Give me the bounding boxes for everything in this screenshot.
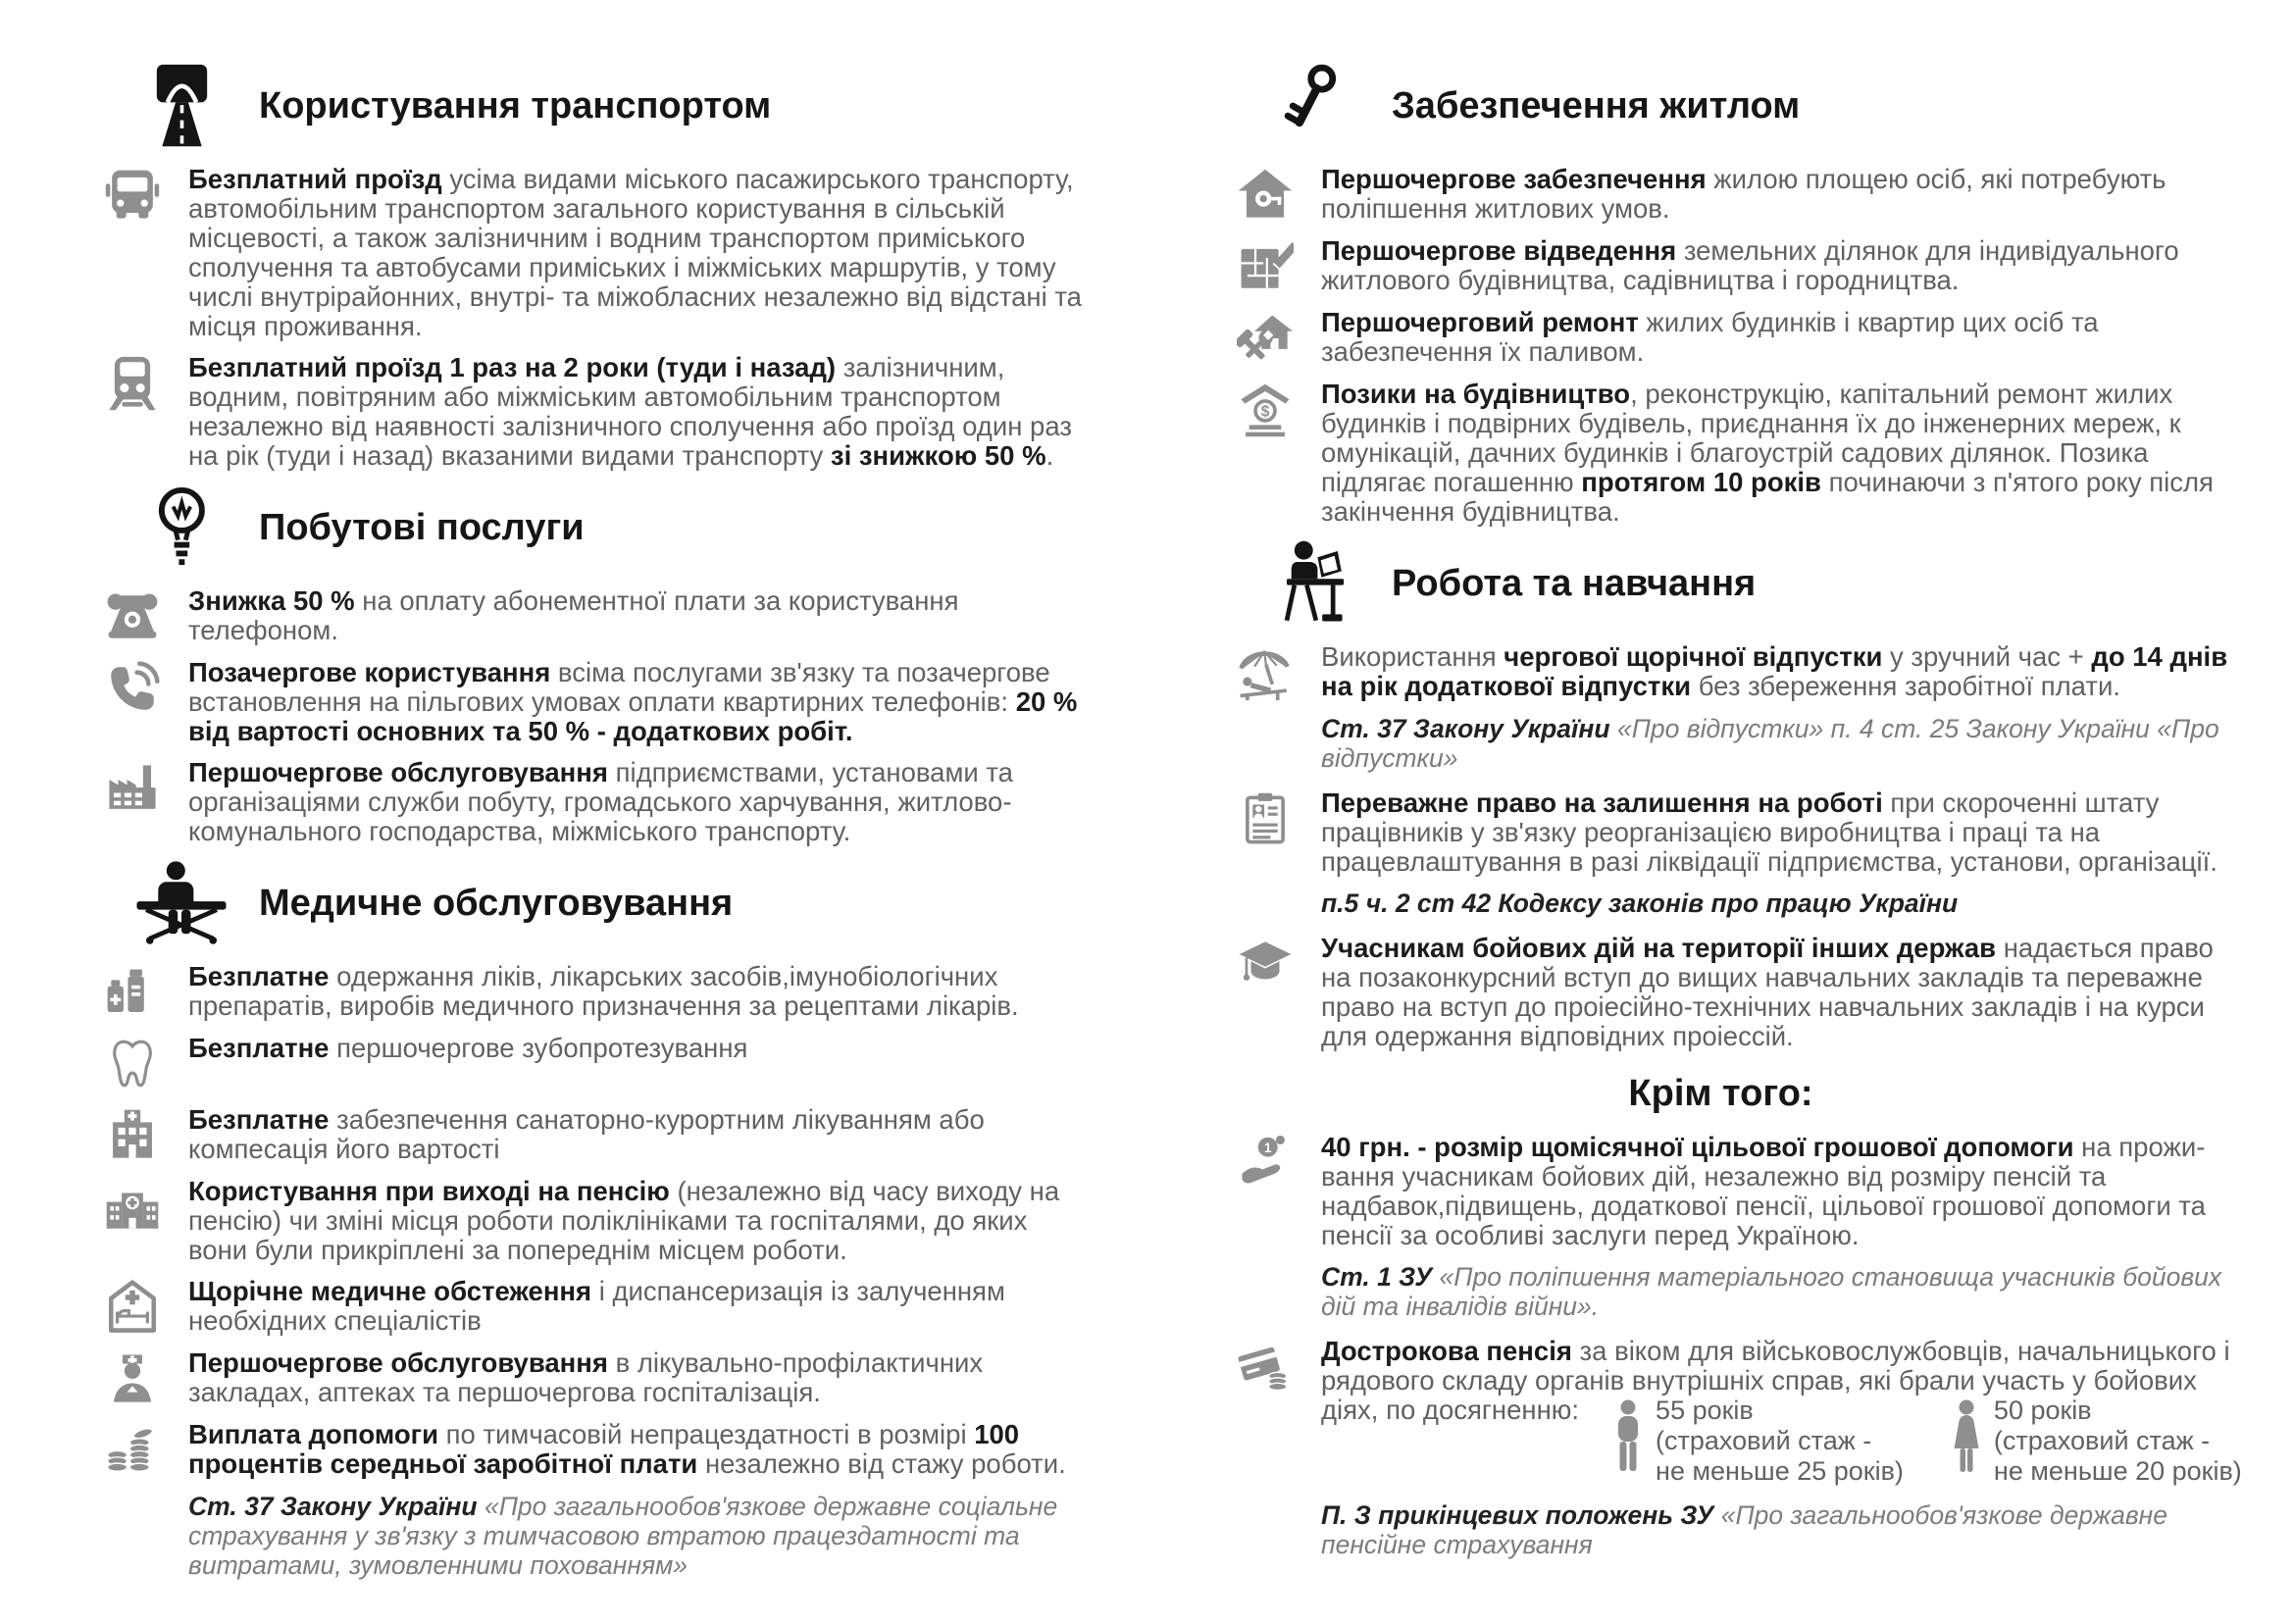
age-label-line: не меньше 25 років) (1656, 1456, 1904, 1486)
text-emphasis: Знижка 50 % (188, 585, 355, 616)
text-run: на прожи-вання учасникам бойових дій, незалежно від розміру пенсій та надбавок,підвищень, додаткової пенсії, цільової грошової допомоги та пенсії за особливі заслуги перед Україною. (1321, 1132, 2206, 1250)
benefit-text (1321, 788, 2248, 877)
text-emphasis: Першочергове обслуговування (188, 757, 608, 787)
text-emphasis: 40 грн. - розмір щомісячної цільової грошової допомоги (1321, 1132, 2074, 1162)
text-run: при скороченні штату працівників у зв'язку реорганізацією виробництва і праці та на працевлаштування в разі ліквідації підприємства, установи, організації. (1321, 787, 2218, 877)
column-right (1233, 63, 2248, 1596)
section-title: Робота та навчання (1392, 562, 1757, 604)
vacation-icon (1233, 642, 1298, 702)
text-emphasis: Першочерговий ремонт (1321, 307, 1639, 337)
key-icon (1260, 63, 1368, 149)
text-run: починаючи з п'ятого року після закінчення будівництва. (1321, 467, 2214, 527)
benefit-text (1321, 380, 2248, 527)
text-emphasis: 100 процентів середньої заробітної плати (188, 1419, 1020, 1479)
text-emphasis: Позачергове користування (188, 657, 551, 687)
benefit-item (1233, 165, 2248, 225)
text-emphasis: Переважне право на залишення на роботі (1321, 787, 1883, 818)
age-label-line: (страховий стаж - (1993, 1426, 2211, 1455)
benefit-text (188, 1277, 1086, 1336)
benefit-text (1321, 934, 2248, 1051)
benefit-text (188, 758, 1086, 846)
text-run: без збереження заробітної плати. (1691, 671, 2120, 701)
graduation-cap-icon (1233, 934, 1298, 1051)
text-run: першочергове зубопротезування (329, 1033, 748, 1063)
text-run: забезпечення санаторно-курортним лікуванням або компесація його вартості (188, 1104, 985, 1164)
benefit-item (100, 353, 1086, 471)
benefit-item (100, 1105, 1086, 1165)
text-run: «Про загальнообов'язкове державне соціальне страхування у зв'язку з тимчасовою втратою працездатності та витратами, зумовленними похованням» (188, 1492, 1058, 1580)
text-run: земельних ділянок для індивідуального житлового будівництва, садівництва і городництва. (1321, 235, 2179, 295)
benefit-item (100, 586, 1086, 646)
benefit-item (1233, 934, 2248, 1051)
benefit-item (1233, 1337, 2248, 1489)
benefit-text (188, 1034, 747, 1063)
tooth-icon (100, 1034, 165, 1093)
text-run: (незалежно від часу виходу на пенсію) чи зміні місця роботи поліклініками та госпіталями, до яких вони були прикріплені за попереднім місцем роботи. (188, 1176, 1060, 1265)
svg-text:$: $ (1260, 403, 1270, 421)
benefit-item (100, 1277, 1086, 1337)
text-emphasis: Щорічне медичне обстеження (188, 1276, 592, 1306)
text-emphasis: Першочергове обслуговування (188, 1347, 608, 1378)
section-title: Побутові послуги (259, 506, 585, 548)
man-icon (1612, 1399, 1644, 1489)
text-run: , реконструкцію, капітальний ремонт жилих будинків і подвірних будівель, приєднання їх до інженерних мереж, к омунікацій, дачних будинків і благоустрій садових ділянок. Позика підлягає погашенню (1321, 379, 2181, 497)
factory-icon (100, 758, 165, 846)
telephone-icon (100, 586, 165, 646)
age-label-line: (страховий стаж - (1656, 1426, 1872, 1455)
benefit-text (1321, 236, 2248, 295)
subsection-title: Крім того: (1628, 1073, 1813, 1114)
benefit-item (100, 1177, 1086, 1265)
benefit-text (188, 658, 1086, 746)
benefit-item (100, 1348, 1086, 1408)
benefit-item (100, 758, 1086, 846)
age-figure (1612, 1396, 1904, 1489)
text-emphasis: 20 % від вартості основних та 50 % - додаткових робіт. (188, 686, 1078, 746)
benefit-text (188, 1105, 1086, 1164)
text-run: всіма послугами зв'язку та позачергове встановлення на пільгових умовах оплати квартирних телефонів: (188, 657, 1050, 717)
text-run: надається право на позаконкурсний вступ до вищих навчальних закладів та переважне право на вступ до проіесійно-технічних навчальних закладів і на курси для одержання відповідних проіессій. (1321, 933, 2214, 1051)
age-label (1994, 1396, 2242, 1487)
handset-icon (100, 658, 165, 746)
benefit-text (188, 165, 1086, 341)
text-emphasis: Безплатний проїзд (188, 164, 442, 194)
benefit-text (188, 353, 1086, 471)
benefit-item (1233, 380, 2248, 527)
section-header (1260, 63, 2248, 149)
text-run: одержання ліків, лікарських засобів,імунобіологічних препаратів, виробів медичного призначення за рецептами лікарів. (188, 961, 1019, 1021)
text-emphasis: зі знижкою 50 % (830, 440, 1046, 471)
resume-icon (1233, 788, 1298, 877)
benefit-text (188, 1177, 1086, 1265)
nurse-icon (100, 1348, 165, 1408)
section-header (1260, 540, 2248, 627)
section-title: Забезпечення житлом (1392, 84, 1801, 127)
age-label-line: не меньше 20 років) (1993, 1456, 2242, 1486)
section-title: Медичне обслуговування (259, 882, 734, 924)
train-icon (100, 353, 165, 471)
text-run: «Про поліпшення матеріального становища учасників бойових дій та інвалідів війни». (1321, 1262, 2222, 1321)
text-emphasis: Безплатне (188, 1033, 330, 1063)
text-emphasis: П. З прикінцевих положень ЗУ (1321, 1500, 1714, 1530)
benefit-text (1321, 1133, 2248, 1250)
legal-reference-note (1321, 1500, 2248, 1559)
text-run: на оплату абонементної плати за користування телефоном. (188, 585, 959, 645)
benefit-item (100, 165, 1086, 341)
ages-prefix-text: діях, по досягненню: (1321, 1395, 1580, 1425)
text-run: у зручний час + (1882, 641, 2092, 672)
text-emphasis: до 14 днів на рік додаткової відпустки (1321, 641, 2228, 701)
text-emphasis: Користування при виході на пенсію (188, 1176, 670, 1206)
benefit-item (100, 962, 1086, 1022)
svg-text:1: 1 (1263, 1141, 1272, 1156)
benefit-text (188, 962, 1086, 1021)
legal-reference-note (1321, 1262, 2248, 1321)
text-emphasis: Першочергове відведення (1321, 235, 1677, 266)
text-run: «Про відпустки» п. 4 ст. 25 Закону України «Про відпустки» (1321, 714, 2219, 773)
loan-icon (1233, 380, 1298, 527)
text-run: і диспансеризація із залученням необхідних спеціалістів (188, 1276, 1005, 1336)
land-plot-icon (1233, 236, 1298, 296)
benefit-item (100, 1034, 1086, 1093)
text-emphasis: п.5 ч. 2 ст 42 Кодексу законів про працю України (1321, 888, 1959, 918)
text-run: усіма видами міського пасажирського транспорту, автомобільним транспортом загального користування в сільській місцевості, а також залізничним і водним транспортом приміського сполучення та автобусами приміських і міжміських маршрутів, у тому числі внутрірайонних, внутрі- та міжобласних незалежно від відстані та місця проживання. (188, 164, 1082, 341)
age-figure (1951, 1396, 2242, 1489)
legal-reference-note (188, 1492, 1086, 1580)
benefit-text (188, 1420, 1086, 1479)
benefit-text (1321, 165, 2248, 224)
text-run: «Про загальнообов'язкове державне пенсійне страхування (1321, 1500, 2167, 1559)
text-emphasis: Виплата допомоги (188, 1419, 438, 1449)
woman-icon (1951, 1399, 1982, 1489)
age-label (1656, 1396, 1904, 1487)
road-icon (127, 63, 235, 149)
text-run: Використання (1321, 641, 1504, 672)
text-run: за віком для військовослужбовців, начальницького і рядового складу органів внутрішніх справ, які брали участь у бойових (1321, 1336, 2230, 1396)
text-emphasis: Позики на будівництво (1321, 379, 1631, 409)
text-run: залізничним, водним, повітряним або міжміським автомобільним транспортом незалежно від наявності залізничного сполучення або проїзд один раз на рік (туди і назад) вказаними видами транспорту (188, 352, 1072, 471)
text-emphasis: Безплатний проїзд 1 раз на 2 роки (туди і назад) (188, 352, 837, 382)
benefit-text (1321, 1337, 2248, 1396)
coins-icon (100, 1420, 165, 1480)
benefit-text (1321, 308, 2248, 367)
text-emphasis: Ст. 1 ЗУ (1321, 1262, 1433, 1292)
age-label-line: 55 років (1656, 1396, 1754, 1425)
house-key-icon (1233, 165, 1298, 225)
text-emphasis: Безплатне (188, 1104, 330, 1135)
text-emphasis: Ст. 37 Закону України (188, 1492, 478, 1521)
text-emphasis: Ст. 37 Закону України (1321, 714, 1610, 743)
text-run: жилих будинків і квартир цих осіб та забезпечення їх паливом. (1321, 307, 2099, 367)
work-desk-icon (1260, 540, 1368, 627)
benefit-item (100, 658, 1086, 746)
section-header (127, 63, 1086, 149)
text-run: підприємствами, установами та організаціями служби побуту, громадського харчування, житлово-комунального господарства, міжміського транспорту. (188, 757, 1013, 846)
checkup-icon (100, 1277, 165, 1337)
section-header (127, 860, 1086, 946)
pension-card-icon (1233, 1337, 1298, 1489)
benefit-text (1321, 642, 2248, 701)
benefit-item (100, 1420, 1086, 1480)
medicine-icon (100, 962, 165, 1022)
doctor-icon (127, 860, 235, 946)
text-run: . (1045, 440, 1054, 471)
repair-icon (1233, 308, 1298, 368)
text-emphasis: Першочергове забезпечення (1321, 164, 1707, 194)
column-left (100, 63, 1086, 1596)
hand-coin-icon (1233, 1133, 1298, 1250)
text-run: незалежно від стажу роботи. (697, 1448, 1066, 1479)
text-emphasis: протягом 10 років (1581, 467, 1821, 497)
benefit-item (1233, 308, 2248, 368)
legal-reference-note (1321, 888, 2248, 918)
benefit-item (1233, 236, 2248, 296)
section-header (127, 484, 1086, 571)
text-run: жилою площею осіб, які потребують поліпшення житлових умов. (1321, 164, 2167, 224)
section-title: Користування транспортом (259, 84, 772, 127)
legal-reference-note (1321, 714, 2248, 773)
text-emphasis: Учасникам бойових дій на території інших держав (1321, 933, 1997, 963)
benefit-item (1233, 1133, 2248, 1250)
age-label-line: 50 років (1993, 1396, 2092, 1425)
text-emphasis: Безплатне (188, 961, 330, 991)
benefit-item (1233, 788, 2248, 877)
text-emphasis: чергової щорічної відпустки (1504, 641, 1883, 672)
text-emphasis: Дострокова пенсія (1321, 1336, 1572, 1366)
polyclinic-icon (100, 1177, 165, 1265)
bulb-icon (127, 484, 235, 571)
bus-icon (100, 165, 165, 341)
benefit-text (188, 1348, 1086, 1407)
benefit-text (188, 586, 1086, 645)
retirement-ages (1321, 1396, 2248, 1489)
sanatorium-icon (100, 1105, 165, 1165)
text-run: в лікувально-профілактичних закладах, аптеках та першочергова госпіталізація. (188, 1347, 984, 1407)
text-run: по тимчасовій непрацездатності в розмірі (437, 1419, 975, 1449)
benefit-item (1233, 642, 2248, 702)
